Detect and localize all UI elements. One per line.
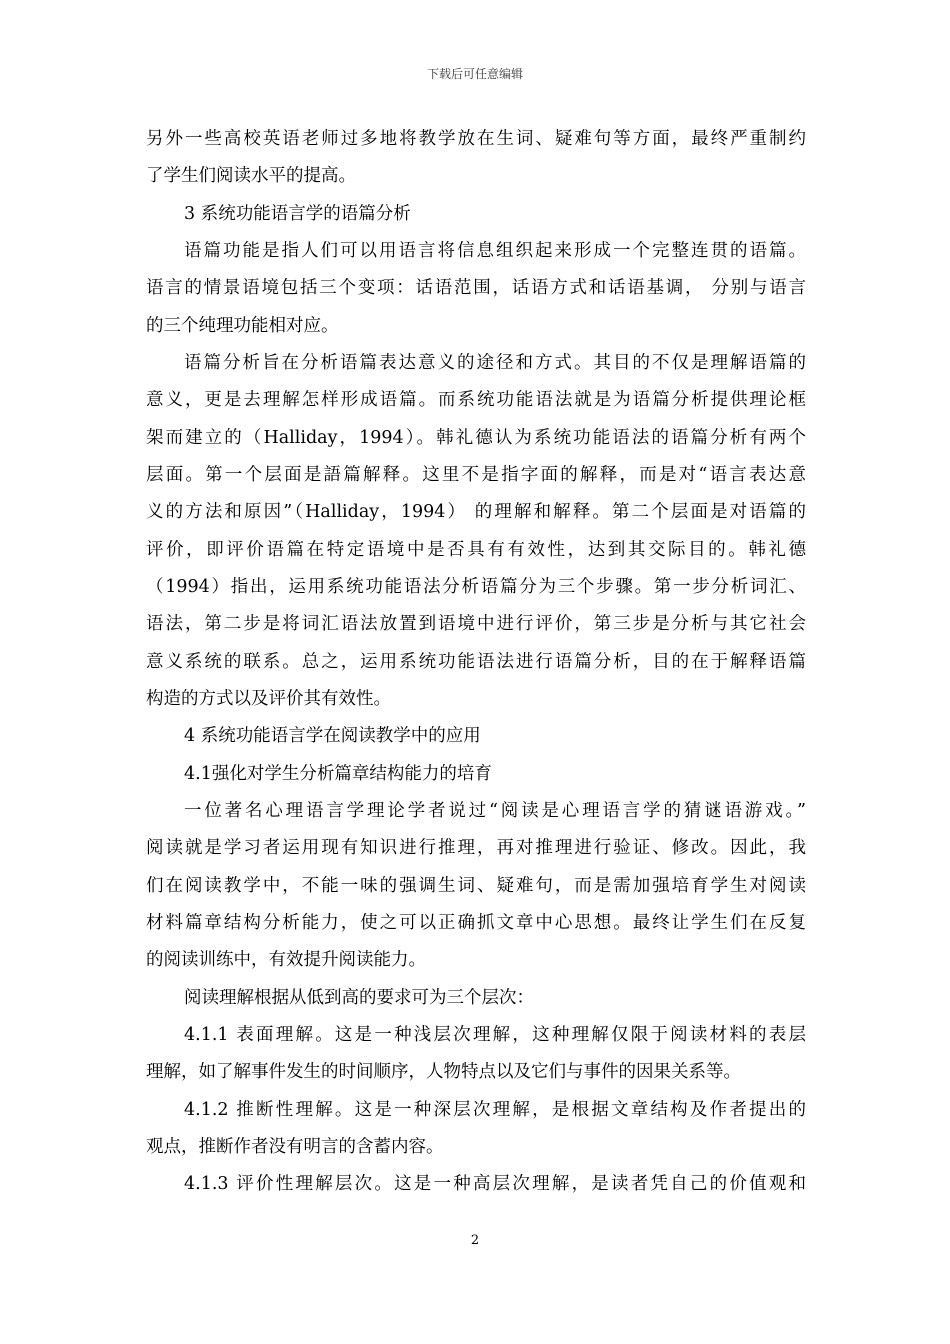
page-number: 2 xyxy=(470,1233,480,1248)
body-line: 意义，更是去理解怎样形成语篇。而系统功能语法就是为语篇分析提供理论框 xyxy=(146,390,806,410)
body-line: 4.1.2 推断性理解。这是一种深层次理解，是根据文章结构及作者提出的 xyxy=(184,1100,806,1120)
section-heading: 4 系统功能语言学在阅读教学中的应用 xyxy=(184,726,481,746)
body-line: 了学生们阅读水平的提高。 xyxy=(146,166,356,186)
body-line: 语法，第二步是将词汇语法放置到语境中进行评价，第三步是分析与其它社会 xyxy=(146,614,806,634)
body-line: 们在阅读教学中，不能一味的强调生词、疑难句，而是需加强培育学生对阅读 xyxy=(146,876,806,896)
body-line: 语篇分析旨在分析语篇表达意义的途径和方式。其目的不仅是理解语篇的 xyxy=(184,353,806,373)
body-line: 4.1.3 评价性理解层次。这是一种高层次理解，是读者凭自己的价值观和 xyxy=(184,1174,806,1194)
body-line: 观点，推断作者没有明言的含蓄内容。 xyxy=(146,1137,444,1157)
body-line: 4.1.1 表面理解。这是一种浅层次理解，这种理解仅限于阅读材料的表层 xyxy=(184,1025,806,1045)
section-heading: 3 系统功能语言学的语篇分析 xyxy=(184,204,411,224)
body-line: 阅读理解根据从低到高的要求可为三个层次： xyxy=(184,988,534,1008)
page-header: 下载后可任意编辑 xyxy=(426,67,523,81)
body-line: 意义系统的联系。总之，运用系统功能语法进行语篇分析，目的在于解释语篇 xyxy=(146,652,806,672)
body-line: 构造的方式以及评价其有效性。 xyxy=(146,689,391,709)
body-line: 另外一些高校英语老师过多地将教学放在生词、疑难句等方面，最终严重制约 xyxy=(146,129,806,149)
body-line: 一位著名心理语言学理论学者说过“阅读是心理语言学的猜谜语游戏。” xyxy=(184,801,806,821)
body-line: 架而建立的（Halliday，1994）。韩礼德认为系统功能语法的语篇分析有两个 xyxy=(146,428,806,448)
body-line: 评价，即评价语篇在特定语境中是否具有有效性，达到其交际目的。韩礼德 xyxy=(146,540,806,560)
body-line: 材料篇章结构分析能力，使之可以正确抓文章中心思想。最终让学生们在反复 xyxy=(146,913,806,933)
body-line: （1994）指出，运用系统功能语法分析语篇分为三个步骤。第一步分析词汇、 xyxy=(146,577,806,597)
body-line: 阅读就是学习者运用现有知识进行推理，再对推理进行验证、修改。因此，我 xyxy=(146,838,806,858)
body-line: 层面。第一个层面是語篇解释。这里不是指字面的解释，而是对“语言表达意 xyxy=(146,465,806,485)
body-line: 语篇功能是指人们可以用语言将信息组织起来形成一个完整连贯的语篇。 xyxy=(184,241,806,261)
body-line: 义的方法和原因”（Halliday，1994） 的理解和解释。第二个层面是对语篇的 xyxy=(146,502,806,522)
body-line: 的阅读训练中，有效提升阅读能力。 xyxy=(146,950,426,970)
body-line: 语言的情景语境包括三个变项：话语范围，话语方式和话语基调， 分别与语言 xyxy=(146,278,806,298)
body-line: 的三个纯理功能相对应。 xyxy=(146,316,339,336)
subsection-heading: 4.1强化对学生分析篇章结构能力的培育 xyxy=(184,764,492,784)
body-line: 理解，如了解事件发生的时间顺序，人物特点以及它们与事件的因果关系等。 xyxy=(146,1062,741,1082)
